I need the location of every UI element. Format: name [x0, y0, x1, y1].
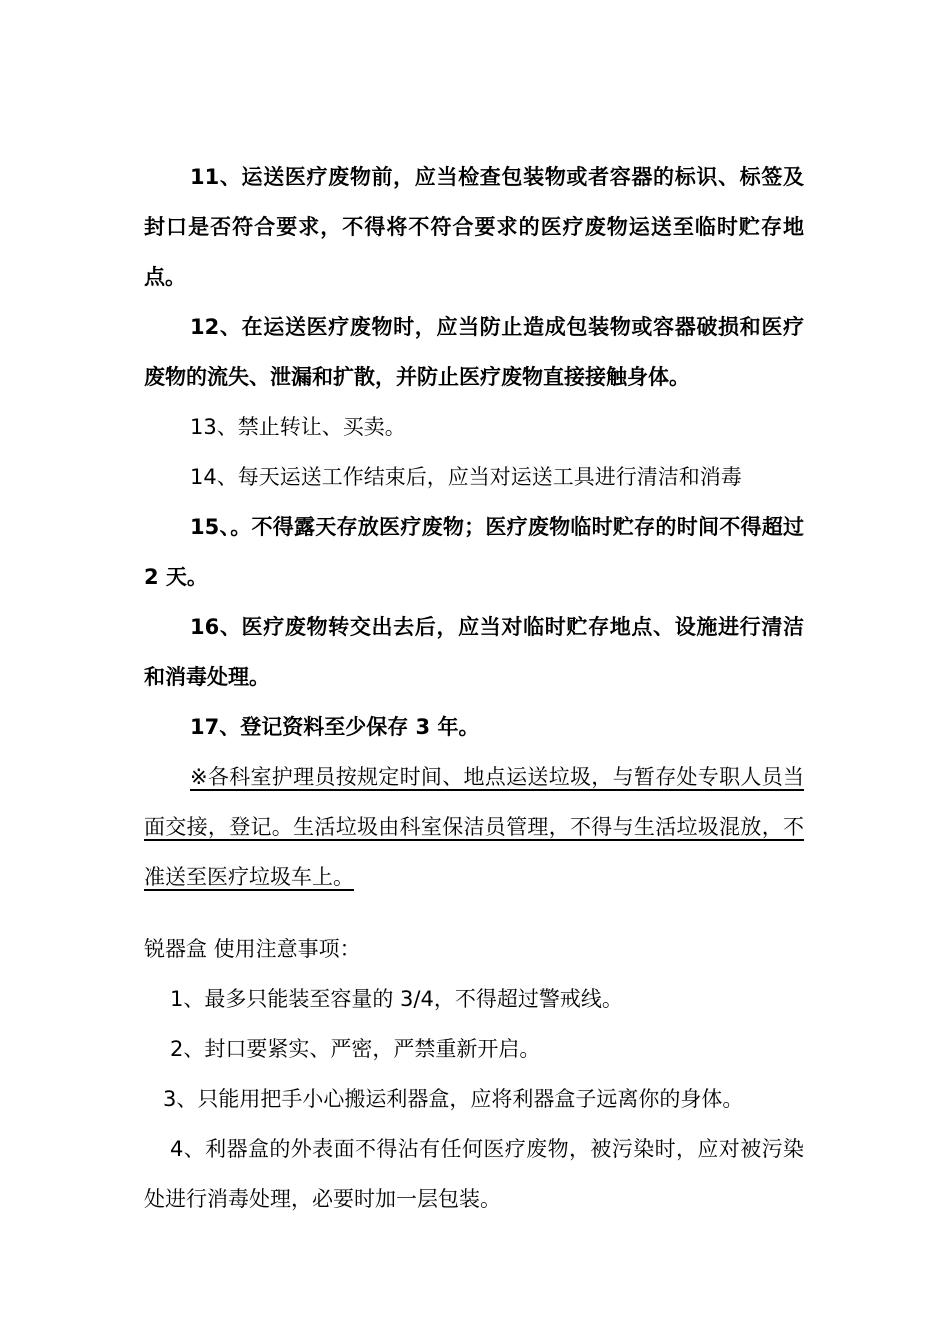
rule-item-11: 11、运送医疗废物前，应当检查包装物或者容器的标识、标签及封口是否符合要求，不得将不符合要求的医疗废物运送至临时贮存地点。 [144, 165, 804, 289]
rule-item-17: 17、登记资料至少保存 3 年。 [190, 715, 480, 739]
rule-item-13: 13、禁止转让、买卖。 [190, 415, 406, 439]
sharps-box-item-2: 2、封口要紧实、严密，严禁重新开启。 [170, 1037, 541, 1061]
rule-item-12: 12、在运送医疗废物时，应当防止造成包装物或容器破损和医疗废物的流失、泄漏和扩散，并防止医疗废物直接接触身体。 [144, 315, 804, 389]
sharps-box-item-1: 1、最多只能装至容量的 3/4，不得超过警戒线。 [170, 987, 623, 1011]
sharps-box-heading: 锐器盒 使用注意事项： [144, 937, 361, 961]
sharps-box-section [144, 924, 804, 1224]
sharps-box-item-3: 3、只能用把手小心搬运利器盒，应将利器盒子远离你的身体。 [163, 1087, 744, 1111]
section-gap [144, 902, 804, 924]
rule-item-16: 16、医疗废物转交出去后，应当对临时贮存地点、设施进行清洁和消毒处理。 [144, 615, 804, 689]
document-page [144, 152, 804, 1224]
sharps-box-item-4: 4、利器盒的外表面不得沾有任何医疗废物，被污染时，应对被污染处进行消毒处理，必要时加一层包装。 [144, 1137, 804, 1211]
handover-note: ※各科室护理员按规定时间、地点运送垃圾，与暂存处专职人员当面交接，登记。生活垃圾由科室保洁员管理，不得与生活垃圾混放，不准送至医疗垃圾车上。 [144, 765, 804, 889]
rule-item-14: 14、每天运送工作结束后，应当对运送工具进行清洁和消毒 [190, 465, 742, 489]
rule-item-15: 15、。不得露天存放医疗废物；医疗废物临时贮存的时间不得超过 2 天。 [144, 515, 804, 589]
